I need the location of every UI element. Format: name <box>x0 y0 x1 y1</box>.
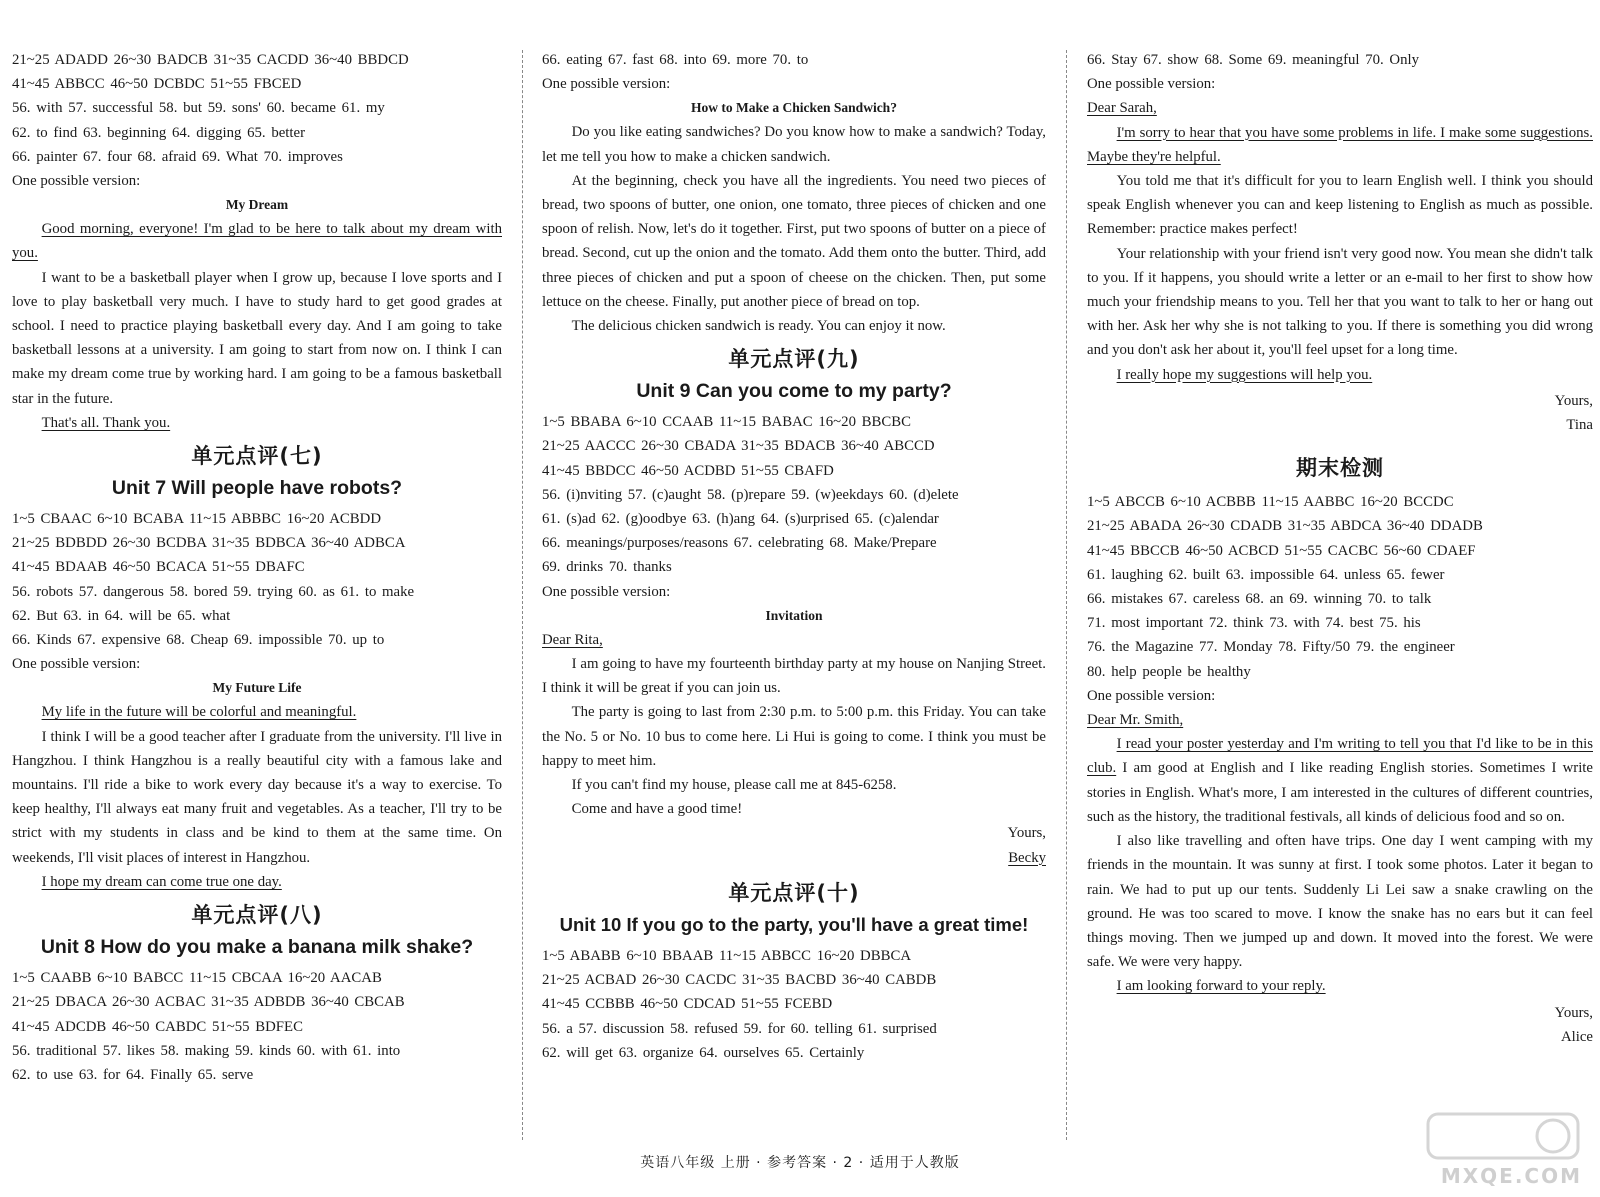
version-label: One possible version: <box>1087 76 1216 93</box>
page-footer: 英语八年级 上册 · 参考答案 · 2 · 适用于人教版 <box>640 1155 960 1171</box>
letter-greeting: Dear Mr. Smith, <box>1087 712 1184 729</box>
answer-line: 61. (s)ad 62. (g)oodbye 63. (h)ang 64. (s)urprised 65. (c)alendar <box>542 511 939 528</box>
answer-line: 41~45 ABBCC 46~50 DCBDC 51~55 FBCED <box>12 76 302 93</box>
letter-signature: Alice <box>1560 1028 1593 1045</box>
letter-paragraph: The party is going to last from 2:30 p.m. to 5:00 p.m. this Friday. You can take the No. 5 or No. 10 bus to come here. Li Hui is going to come. I think you must be happy to meet him. <box>542 704 1046 769</box>
answers-unit9 <box>542 410 1046 579</box>
letter-text: I am good at English and I like reading English stories. Sometimes I write stories in English. What's more, I am interested in the cultures of different countries, such as the history, the traditional festivals, all kinds of delicious food and so on. <box>1087 760 1593 825</box>
essay-ending: I hope my dream can come true one day. <box>41 873 282 890</box>
answers-final <box>1087 490 1593 684</box>
letter-closing: Yours, <box>1554 392 1593 409</box>
essay-intro: My life in the future will be colorful and meaningful. <box>41 704 357 721</box>
answer-line: 80. help people be healthy <box>1087 663 1251 680</box>
section-title-unit10: Unit 10 If you go to the party, you'll have a great time! <box>559 913 1029 935</box>
answer-line: 66. meanings/purposes/reasons 67. celebrating 68. Make/Prepare <box>542 535 937 552</box>
answer-line: 1~5 BBABA 6~10 CCAAB 11~15 BABAC 16~20 BBCBC <box>542 414 912 431</box>
answer-line: 41~45 ADCDB 46~50 CABDC 51~55 BDFEC <box>12 1018 303 1035</box>
answer-line: 21~25 ADADD 26~30 BADCB 31~35 CACDD 36~40 BBDCD <box>12 52 409 68</box>
column-2 <box>542 48 1046 1138</box>
version-label: One possible version: <box>542 583 671 600</box>
section-title-cn: 单元点评(七) <box>191 444 323 469</box>
answers-unit7 <box>12 507 502 652</box>
answer-line: 1~5 ABCCB 6~10 ACBBB 11~15 AABBC 16~20 BCCDC <box>1087 494 1454 511</box>
letter-intro: I read your poster yesterday and I'm writing to tell you that I'd like to be in this club. <box>1087 736 1593 777</box>
section-title-unit8: Unit 8 How do you make a banana milk shake? <box>40 936 474 959</box>
essay-body: I think I will be a good teacher after I graduate from the university. I'll live in Hangzhou. I think Hangzhou is a really beautiful city with a famous lake and mountains. I'll ride a bike to work every day because it's a way to exercise. To keep healthy, I'll always eat many fruit and vegetables. As a teacher, I'll try to be strict with my students in class and be kind to them at the same time. On weekends, I'll visit places of interest in Hangzhou. <box>12 728 502 866</box>
answers-unit10 <box>542 944 1046 1065</box>
answer-line: 62. But 63. in 64. will be 65. what <box>12 607 231 624</box>
answers-unit8 <box>12 966 502 1087</box>
essay-paragraph: Do you like eating sandwiches? Do you know how to make a sandwich? Today, let me tell you how to make a chicken sandwich. <box>542 124 1046 165</box>
answer-line: 56. with 57. successful 58. but 59. sons' 60. became 61. my <box>12 100 385 117</box>
answer-line: 1~5 CBAAC 6~10 BCABA 11~15 ABBBC 16~20 ACBDD <box>12 511 382 528</box>
letter-paragraph: Your relationship with your friend isn't very good now. You mean she didn't talk to you. If it happens, you should write a letter or an e-mail to her first to show how much your friendship means to you. Tell her that you want to talk to her or hang out with her. Ask her why she is not talking to you. If there is something you did wrong and you don't ask her about it, you'll feel upset for a long time. <box>1087 245 1593 359</box>
answer-line: 56. (i)nviting 57. (c)aught 58. (p)repare 59. (w)eekdays 60. (d)elete <box>542 486 959 503</box>
essay-title: My Dream <box>225 197 289 213</box>
version-label: One possible version: <box>542 76 671 93</box>
answer-line: 41~45 CCBBB 46~50 CDCAD 51~55 FCEBD <box>542 996 833 1013</box>
letter-greeting: Dear Sarah, <box>1087 100 1157 117</box>
answer-line: 56. a 57. discussion 58. refused 59. for 60. telling 61. surprised <box>542 1020 937 1037</box>
essay-paragraph: The delicious chicken sandwich is ready. You can enjoy it now. <box>571 318 946 335</box>
answer-line: 56. robots 57. dangerous 58. bored 59. trying 60. as 61. to make <box>12 583 415 600</box>
answers-unit6-tail <box>12 48 502 169</box>
version-label: One possible version: <box>12 656 141 673</box>
letter-closing: Yours, <box>1007 825 1046 842</box>
letter-signature: Becky <box>1008 849 1046 866</box>
column-3 <box>1087 48 1593 1138</box>
column-divider <box>1066 50 1067 1140</box>
letter-greeting: Dear Rita, <box>542 631 603 648</box>
column-1 <box>12 48 502 1138</box>
version-label: One possible version: <box>1087 687 1216 704</box>
letter-paragraph: Come and have a good time! <box>571 801 743 818</box>
answer-line: 62. to find 63. beginning 64. digging 65. better <box>12 124 306 141</box>
answer-line: 66. Stay 67. show 68. Some 69. meaningful 70. Only <box>1087 52 1420 68</box>
watermark-logo <box>1418 1108 1588 1192</box>
answer-line: 41~45 BBCCB 46~50 ACBCD 51~55 CACBC 56~60 CDAEF <box>1087 542 1476 559</box>
answer-line: 21~25 ACBAD 26~30 CACDC 31~35 BACBD 36~40 CABDB <box>542 972 937 989</box>
answer-line: 66. Kinds 67. expensive 68. Cheap 69. impossible 70. up to <box>12 632 385 649</box>
letter-closing: Yours, <box>1554 1004 1593 1021</box>
letter-paragraph: If you can't find my house, please call me at 845-6258. <box>571 777 897 794</box>
answer-line: 76. the Magazine 77. Monday 78. Fifty/50 79. the engineer <box>1087 639 1455 656</box>
section-title-unit7: Unit 7 Will people have robots? <box>111 477 403 500</box>
answer-line: 66. eating 67. fast 68. into 69. more 70. to <box>542 52 809 68</box>
answer-line: 69. drinks 70. thanks <box>542 559 672 576</box>
answer-line: 41~45 BBDCC 46~50 ACDBD 51~55 CBAFD <box>542 462 834 479</box>
answer-line: 21~25 AACCC 26~30 CBADA 31~35 BDACB 36~40 ABCCD <box>542 438 935 455</box>
watermark-text: MXQE.COM <box>1440 1164 1582 1188</box>
answer-line: 56. traditional 57. likes 58. making 59. kinds 60. with 61. into <box>12 1042 401 1059</box>
letter-paragraph: I also like travelling and often have trips. One day I went camping with my friends in the mountain. It was sunny at first. I took some photos. Later it began to rain. We had to put up our tents. Suddenly Li Lei saw a snake crawling on the ground. He was too scared to move. I know the snake has no ears but it can feel things moving. Then we jumped up and down. It moved into the forest. We were safe. We were very happy. <box>1087 833 1593 971</box>
answer-line: 66. painter 67. four 68. afraid 69. What 70. improves <box>12 148 343 165</box>
answer-line: 21~25 DBACA 26~30 ACBAC 31~35 ADBDB 36~40 CBCAB <box>12 994 405 1011</box>
answer-line: 21~25 BDBDD 26~30 BCDBA 31~35 BDBCA 36~40 ADBCA <box>12 535 406 552</box>
essay-title: Invitation <box>765 607 823 623</box>
letter-intro: I'm sorry to hear that you have some problems in life. I make some suggestions. Maybe they're helpful. <box>1087 124 1593 165</box>
answer-line: 41~45 BDAAB 46~50 BCACA 51~55 DBAFC <box>12 559 305 576</box>
answer-line: 62. to use 63. for 64. Finally 65. serve <box>12 1066 254 1083</box>
essay-body: I want to be a basketball player when I grow up, because I love sports and I love to play basketball very much. I have to study hard to get good grades at school. I need to practice playing basketball every day. And I am going to take basketball lessons at a university. I am going to start from now on. I think I can make my dream come true by working hard. I am going to be a famous basketball star in the future. <box>12 269 502 407</box>
section-title-final: 期末检测 <box>1296 456 1384 481</box>
essay-paragraph: At the beginning, check you have all the ingredients. You need two pieces of bread, two spoons of butter, one onion, one tomato, three pieces of chicken and one spoon of relish. Now, let's do it together. First, put two spoons of butter on a piece of bread. Second, cut up the onion and the tomato. Add them onto the butter. Third, add three pieces of chicken and put a spoon of cheese on the chicken. Then, put some lettuce on the cheese. Finally, put another piece of bread on top. <box>542 172 1046 310</box>
section-title-cn: 单元点评(八) <box>191 903 323 928</box>
letter-ending: I am looking forward to your reply. <box>1116 978 1326 995</box>
answer-line: 66. mistakes 67. careless 68. an 69. winning 70. to talk <box>1087 591 1432 608</box>
section-title-cn: 单元点评(九) <box>728 347 860 372</box>
answer-line: 1~5 CAABB 6~10 BABCC 11~15 CBCAA 16~20 AACAB <box>12 970 382 987</box>
essay-ending: That's all. Thank you. <box>41 414 171 431</box>
watermark-icon <box>1418 1108 1588 1168</box>
letter-signature: Tina <box>1566 417 1593 434</box>
column-divider <box>522 50 523 1140</box>
answer-line: 61. laughing 62. built 63. impossible 64. unless 65. fewer <box>1087 566 1445 583</box>
letter-paragraph <box>1087 732 1593 829</box>
essay-title: How to Make a Chicken Sandwich? <box>691 100 897 116</box>
section-title-cn: 单元点评(十) <box>728 880 860 905</box>
letter-paragraph: You told me that it's difficult for you to learn English well. I think you should speak English whenever you can and keep listening to English as much as possible. Remember: practice makes perfect! <box>1087 173 1593 238</box>
section-title-unit9: Unit 9 Can you come to my party? <box>636 380 952 403</box>
letter-paragraph: I am going to have my fourteenth birthday party at my house on Nanjing Street. I think it will be great if you can join us. <box>542 656 1046 697</box>
version-label: One possible version: <box>12 173 141 190</box>
answer-line: 71. most important 72. think 73. with 74. best 75. his <box>1087 615 1421 632</box>
essay-intro: Good morning, everyone! I'm glad to be here to talk about my dream with you. <box>12 221 502 262</box>
answer-line: 21~25 ABADA 26~30 CDADB 31~35 ABDCA 36~40 DDADB <box>1087 518 1483 535</box>
answer-line: 62. will get 63. organize 64. ourselves 65. Certainly <box>542 1044 865 1061</box>
letter-ending: I really hope my suggestions will help you. <box>1116 366 1373 383</box>
answer-line: 1~5 ABABB 6~10 BBAAB 11~15 ABBCC 16~20 DBBCA <box>542 947 912 964</box>
essay-title: My Future Life <box>212 680 302 696</box>
